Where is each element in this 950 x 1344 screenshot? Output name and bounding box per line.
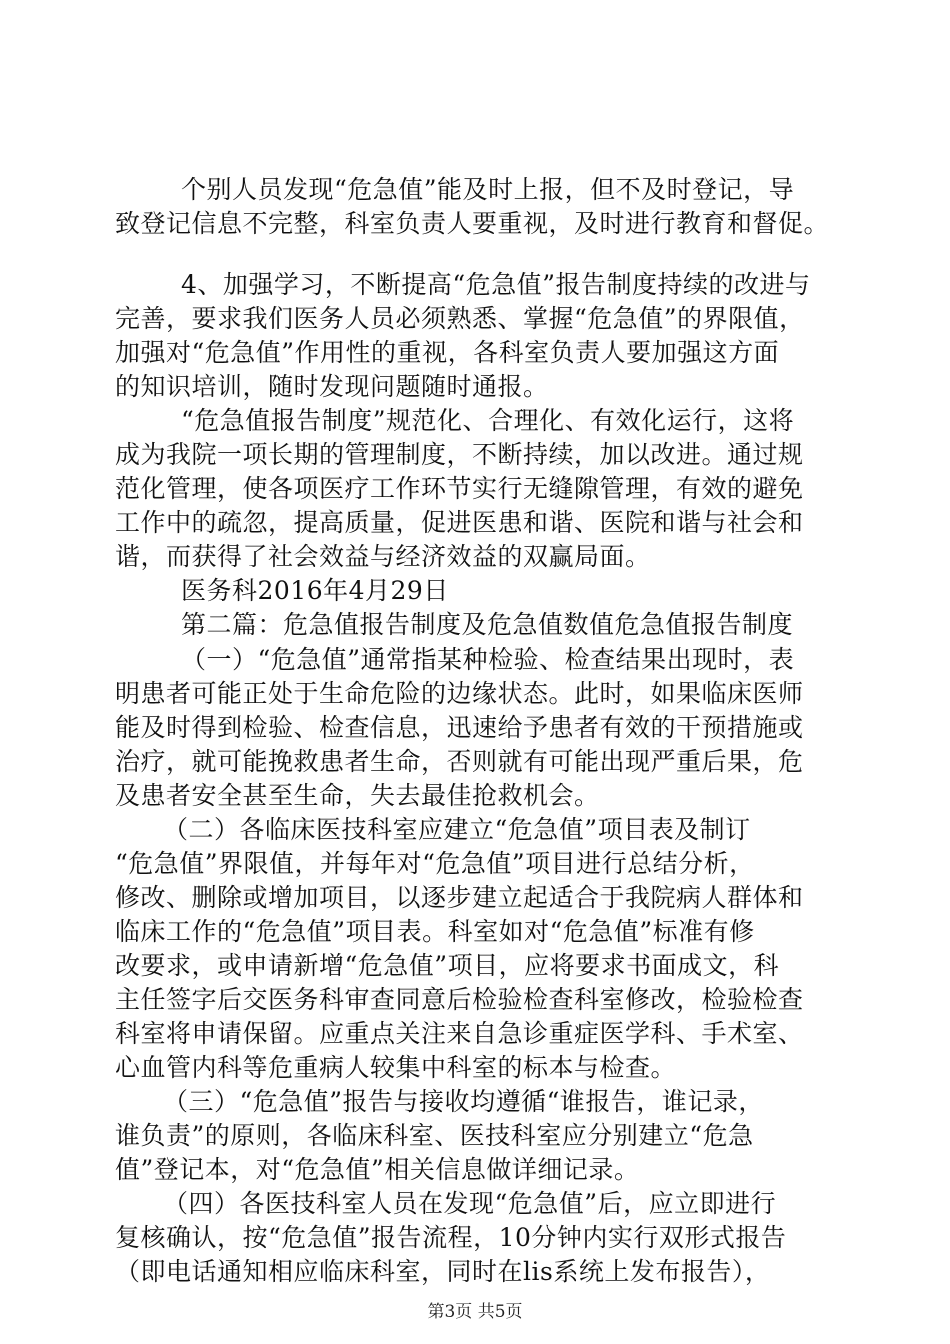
text-line: 心血管内科等危重病人较集中科室的标本与检查。	[115, 1053, 677, 1082]
text-line: 的知识培训，随时发现问题随时通报。	[115, 372, 549, 401]
text-line: 成为我院一项长期的管理制度，不断持续，加以改进。通过规	[115, 440, 804, 469]
text-line: 致登记信息不完整，科室负责人要重视，及时进行教育和督促。	[115, 209, 830, 238]
text-line: 能及时得到检验、检查信息，迅速给予患者有效的干预措施或	[115, 713, 804, 742]
text-line: 范化管理，使各项医疗工作环节实行无缝隙管理，有效的避免	[115, 474, 804, 503]
text-line: （二）各临床医技科室应建立“危急值”项目表及制订	[163, 815, 751, 844]
text-line: 临床工作的“危急值”项目表。科室如对“危急值”标准有修	[115, 917, 755, 946]
text-line: 谁负责”的原则，各临床科室、医技科室应分别建立“危急	[115, 1121, 754, 1150]
text-line: 主任签字后交医务科审查同意后检验检查科室修改，检验检查	[115, 985, 804, 1014]
text-line: 明患者可能正处于生命危险的边缘状态。此时，如果临床医师	[115, 679, 804, 708]
text-line: 值”登记本，对“危急值”相关信息做详细记录。	[115, 1155, 640, 1184]
section-heading: 第二篇：危急值报告制度及危急值数值危急值报告制度	[181, 610, 794, 639]
text-line: “危急值报告制度”规范化、合理化、有效化运行，这将	[181, 406, 795, 435]
text-line: 治疗，就可能挽救患者生命，否则就有可能出现严重后果，危	[115, 747, 804, 776]
text-line: 工作中的疏忽，提高质量，促进医患和谐、医院和谐与社会和	[115, 508, 804, 537]
text-line: 谐，而获得了社会效益与经济效益的双赢局面。	[115, 542, 651, 571]
text-line: 个别人员发现“危急值”能及时上报，但不及时登记，导	[181, 175, 795, 204]
text-line: （四）各医技科室人员在发现“危急值”后，应立即进行	[163, 1189, 777, 1218]
text-line: 修改、删除或增加项目，以逐步建立起适合于我院病人群体和	[115, 883, 804, 912]
text-line: “危急值”界限值，并每年对“危急值”项目进行总结分析，	[115, 849, 755, 878]
text-line: 及患者安全甚至生命，失去最佳抢救机会。	[115, 781, 600, 810]
text-line: 复核确认，按“危急值”报告流程，10分钟内实行双形式报告	[115, 1223, 787, 1252]
signature-line: 医务科2016年4月29日	[181, 576, 449, 605]
text-line: 4、加强学习，不断提高“危急值”报告制度持续的改进与	[181, 270, 811, 299]
page-footer: 第3页 共5页	[427, 1302, 523, 1322]
text-line: 科室将申请保留。应重点关注来自急诊重症医学科、手术室、	[115, 1019, 804, 1048]
text-line: 完善，要求我们医务人员必须熟悉、掌握“危急值”的界限值，	[115, 304, 805, 333]
text-line: 改要求，或申请新增“危急值”项目，应将要求书面成文，科	[115, 951, 780, 980]
text-line: （一）“危急值”通常指某种检验、检查结果出现时，表	[181, 645, 795, 674]
text-line: （三）“危急值”报告与接收均遵循“谁报告，谁记录，	[163, 1087, 764, 1116]
text-line: 加强对“危急值”作用性的重视，各科室负责人要加强这方面	[115, 338, 780, 367]
text-line: （即电话通知相应临床科室，同时在lis系统上发布报告），	[115, 1257, 771, 1286]
